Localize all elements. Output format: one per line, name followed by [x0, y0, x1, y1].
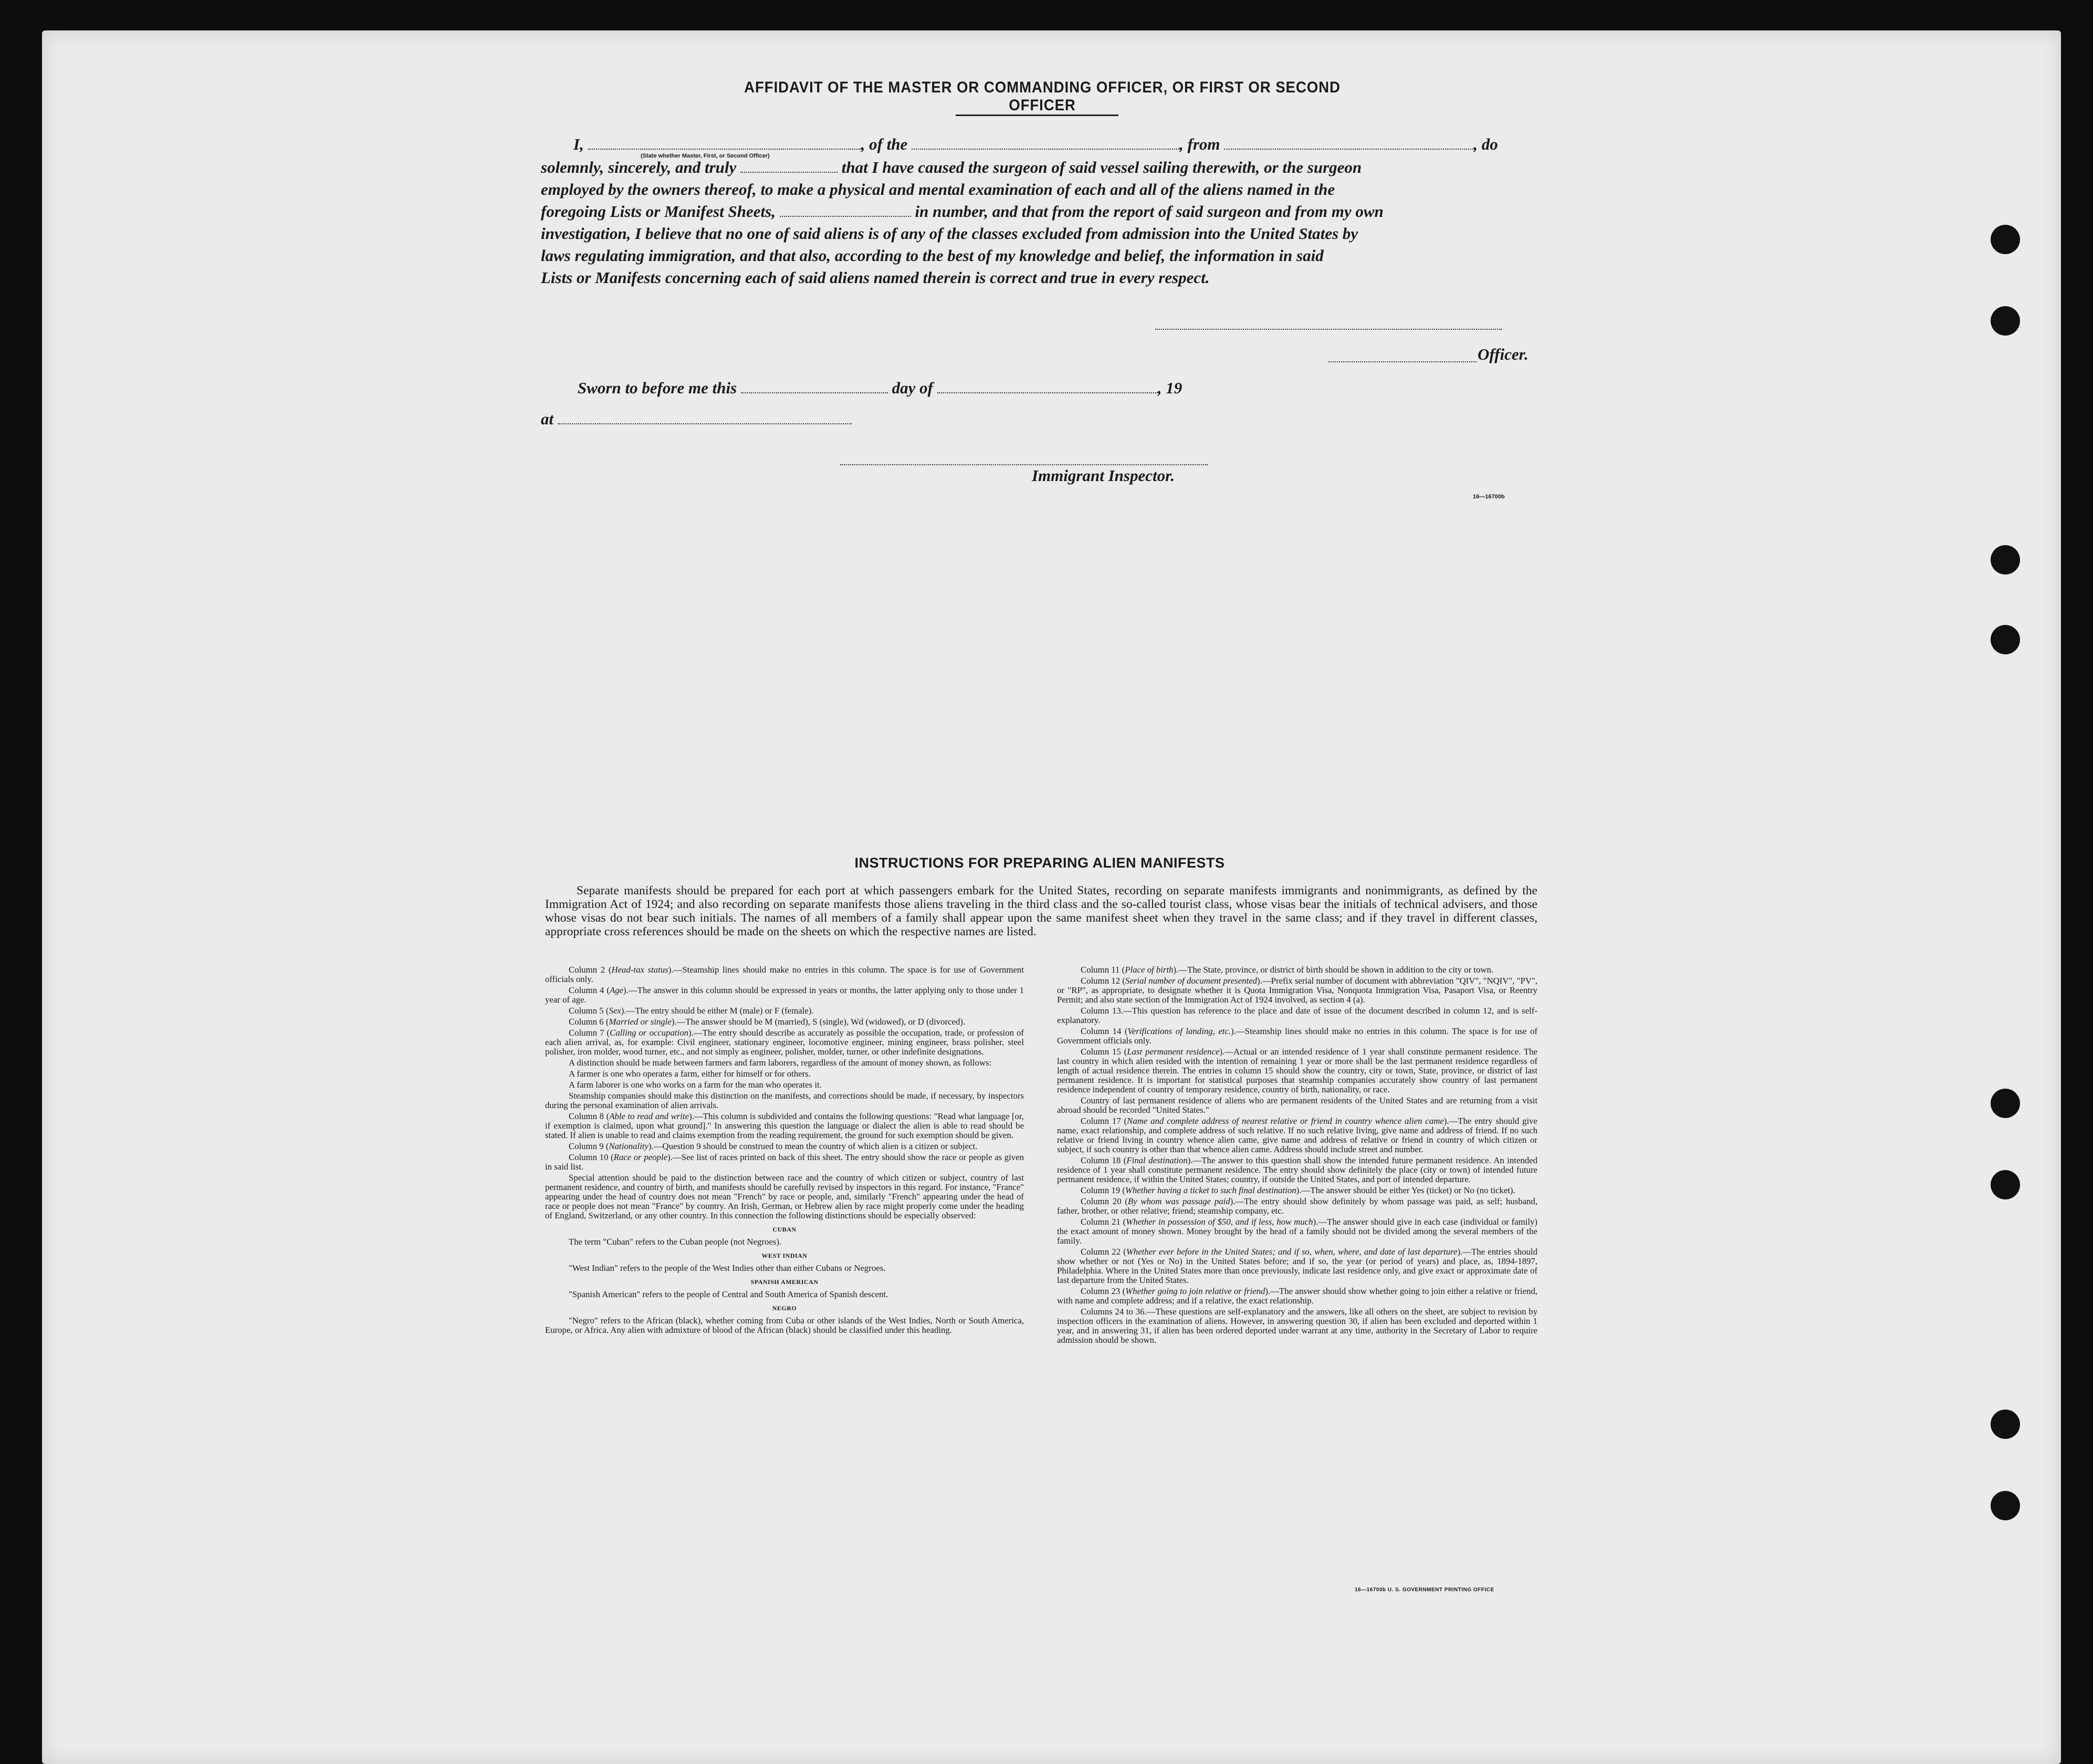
affidavit-i: I, — [573, 135, 584, 153]
punch-hole — [1991, 1410, 2020, 1439]
affidavit-number: in number, and that from the report of said surgeon and from my own — [915, 202, 1384, 221]
sworn-line — [578, 377, 1182, 399]
sworn-day-field[interactable] — [741, 392, 888, 393]
affidavit-line-6: laws regulating immigration, and that also, according to the best of my knowledge and belief, the information in said — [541, 246, 1324, 265]
instruction-paragraph: Column 23 (Whether going to join relative or friend).—The answer should show whether going to join either a relative or friend, with name and complete address; and if a relative, the exact relationship. — [1057, 1286, 1537, 1306]
rank-note: (State whether Master, First, or Second Officer) — [641, 153, 770, 159]
affidavit-lists: foregoing Lists or Manifest Sheets, — [541, 202, 776, 221]
cuban-text: The term "Cuban" refers to the Cuban people (not Negroes). — [569, 1237, 782, 1247]
punch-hole — [1991, 225, 2020, 254]
affidavit-solemnly: solemnly, sincerely, and truly — [541, 158, 737, 176]
swear-affirm-field[interactable] — [740, 171, 838, 173]
negro-text: "Negro" refers to the African (black), whether coming from Cuba or other islands of the West Indies, North or South America, Europe, or Africa. Any alien with admixture of blood of the African (black) should be classified under this heading. — [545, 1316, 1024, 1335]
officer-title-line[interactable] — [1328, 361, 1477, 362]
instructions-right-column — [1057, 965, 1537, 1347]
officer-signature-line[interactable] — [1155, 328, 1502, 330]
port-field[interactable] — [1224, 148, 1473, 150]
instruction-paragraph: Column 15 (Last permanent residence).—Actual or an intended residence of 1 year shall constitute permanent residence. The last country in which alien resided with the intention of remaining 1 year or more shall be the last permanent residence regardless of length of actual residence therein. The entries in column 15 should show the country, city or town, State, province, or district of last permanent residence. It is important for statistical purposes that steamship companies accurately show country of last permanent residence independent of country of temporary residence, country of birth, nationality, or race. — [1057, 1047, 1537, 1094]
punch-hole — [1991, 306, 2020, 336]
affidavit-from: , from — [1179, 135, 1220, 153]
at-text: at — [541, 410, 554, 428]
instruction-paragraph: Column 5 (Sex).—The entry should be either M (male) or F (female). — [569, 1006, 814, 1016]
affidavit-of: , of the — [861, 135, 908, 153]
vessel-name-field[interactable] — [912, 148, 1179, 150]
instruction-paragraph: Column 9 (Nationality).—Question 9 should be construed to mean the country of which alien is a citizen or subject. — [569, 1141, 978, 1151]
punch-hole — [1991, 625, 2020, 654]
affidavit-line-2 — [541, 156, 1362, 179]
instruction-paragraph: A farmer is one who operates a farm, either for himself or for others. — [569, 1069, 811, 1079]
instruction-paragraph: Column 19 (Whether having a ticket to such final destination).—The answer should be either Yes (ticket) or No (no ticket). — [1081, 1185, 1515, 1195]
officer-rank-field[interactable] — [588, 148, 861, 150]
affidavit-surgeon: that I have caused the surgeon of said vessel sailing therewith, or the surgeon — [841, 158, 1362, 176]
inspector-signature-line[interactable] — [840, 464, 1208, 465]
instruction-paragraph: Steamship companies should make this distinction on the manifests, and corrections should be made, if necessary, by inspectors during the personal examination of alien arrivals. — [545, 1091, 1024, 1110]
instruction-paragraph: Column 14 (Verifications of landing, etc.).—Steamship lines should make no entries in this column. The space is for use of Government officials only. — [1057, 1026, 1537, 1046]
instruction-paragraph: Column 22 (Whether ever before in the United States; and if so, when, where, and date of last departure).—The entries should show whether or not (Yes or No) in the United States before; and if so, the year (or period of years) and place, as, 1894-1897, Philadelphia. Where in the United States more than once previously, indicate last residence only, and give exact or approximate date of last departure from the United States. — [1057, 1247, 1537, 1285]
negro-heading: NEGRO — [772, 1304, 797, 1312]
instruction-paragraph: Column 13.—This question has reference to the place and date of issue of the document described in column 12, and is self-explanatory. — [1057, 1006, 1537, 1025]
officer-label: Officer. — [1478, 345, 1529, 363]
instruction-paragraph: Column 10 (Race or people).—See list of races printed on back of this sheet. The entry should show the race or people as given in said list. — [545, 1152, 1024, 1172]
affidavit-line-7: Lists or Manifests concerning each of said aliens named therein is correct and true in every respect. — [541, 268, 1210, 287]
punch-hole — [1991, 1491, 2020, 1520]
punch-hole — [1991, 1089, 2020, 1118]
instruction-paragraph: Special attention should be paid to the distinction between race and the country of which citizen or subject, country of last permanent residence, and country of birth, and manifests should be carefully revised by inspectors in this regard. For instance, "France" appearing under the head of country does not mean "French" by race or people, and, similarly "French" appearing under the head of race or people does not mean "France" by country. An Irish, German, or Hebrew alien by race might properly come under the heading of England, Switzerland, or any other country. In this connection the following distinctions should be especially observed: — [545, 1173, 1024, 1220]
instruction-paragraph: A farm laborer is one who works on a farm for the man who operates it. — [569, 1080, 822, 1090]
instruction-paragraph: Column 11 (Place of birth).—The State, province, or district of birth should be shown in addition to the city or town. — [1081, 965, 1494, 975]
affidavit-title: AFFIDAVIT OF THE MASTER OR COMMANDING OFFICER, OR FIRST OR SECOND OFFICER — [744, 79, 1341, 114]
instruction-paragraph: Column 21 (Whether in possession of $50, and if less, how much).—The answer should give in each case (individual or family) the exact amount of money shown. Money brought by the head of a family should not be divided among the several members of the family. — [1057, 1217, 1537, 1246]
day-of-text: day of — [892, 379, 933, 397]
spanish-american-heading: SPANISH AMERICAN — [750, 1278, 819, 1286]
instruction-paragraph: Column 2 (Head-tax status).—Steamship lines should make no entries in this column. The space is for use of Government officials only. — [545, 965, 1024, 984]
instructions-intro: Separate manifests should be prepared for each port at which passengers embark for the United States, recording on separate manifests immigrants and nonimmigrants, as defined by the Immigration Act of 1924; and also recording on separate manifests those aliens traveling in the third class and the so-called tourist class, whose visas bear the initials of technical advisers, and those whose visas do not bear such initials. The names of all members of a family shall appear upon the same manifest sheet when they travel in the same class; and if they travel in different classes, appropriate cross references should be made on the sheets on which the respective names are listed. — [545, 884, 1537, 938]
instruction-paragraph: Columns 24 to 36.—These questions are self-explanatory and the answers, like all others on the sheet, are subject to revision by inspection officers in the examination of aliens. However, in answering question 30, if alien has been excluded and deported within 1 year, and in answering 31, if alien has been ordered deported under warrant at any time, authority in the Secretary of Labor to require admission should be shown. — [1057, 1307, 1537, 1345]
sheet-count-field[interactable] — [780, 215, 911, 217]
punch-hole — [1991, 545, 2020, 575]
west-indian-heading: WEST INDIAN — [761, 1252, 808, 1259]
cuban-heading: CUBAN — [772, 1226, 797, 1233]
sworn-month-field[interactable] — [937, 392, 1158, 393]
affidavit-line-1 — [573, 133, 1498, 155]
instruction-paragraph: Column 6 (Married or single).—The answer should be M (married), S (single), Wd (widowed), or D (divorced). — [569, 1017, 966, 1027]
instruction-paragraph: Column 8 (Able to read and write).—This column is subdivided and contains the following questions: "Read what language [or, if exemption is claimed, upon what ground]." In answering this question the language or dialect the alien is able to read should be stated. If alien is unable to read and claims exemption from the reading requirement, the ground for such exemption should be given. — [545, 1111, 1024, 1140]
affidavit-line-3: employed by the owners thereof, to make a physical and mental examination of each and all of the aliens named in the — [541, 180, 1335, 199]
instructions-left-column — [545, 965, 1024, 1337]
inspector-label: Immigrant Inspector. — [1032, 466, 1175, 485]
affidavit-line-5: investigation, I believe that no one of said aliens is of any of the classes excluded from admission into the United States by — [541, 224, 1358, 243]
title-rule — [956, 114, 1118, 116]
sworn-text: Sworn to before me this — [578, 379, 737, 397]
punch-hole — [1991, 1170, 2020, 1199]
instruction-paragraph: A distinction should be made between farmers and farm laborers, regardless of the amount of money shown, as follows: — [569, 1058, 992, 1068]
affidavit-line-4 — [541, 201, 1384, 223]
instruction-paragraph: Country of last permanent residence of aliens who are permanent residents of the United States and are returning from a visit abroad should be recorded "United States." — [1057, 1095, 1537, 1115]
instructions-title: INSTRUCTIONS FOR PREPARING ALIEN MANIFESTS — [854, 855, 1225, 871]
affidavit-do: , do — [1473, 135, 1498, 153]
printing-office-imprint: 16—16700b U. S. GOVERNMENT PRINTING OFFICE — [1355, 1587, 1494, 1593]
instruction-paragraph: Column 17 (Name and complete address of nearest relative or friend in country whence alien came).—The entry should give name, exact relationship, and complete address of such relative. If no such relative living, give name and address of friend. If no such relative or friend living in country whence alien came, give name and address of relative or friend in country of which citizen or subject, if such country is other than that whence alien came. Address should include street and number. — [1057, 1116, 1537, 1154]
instruction-paragraph: Column 7 (Calling or occupation).—The entry should describe as accurately as possible the occupation, trade, or profession of each alien arrival, as, for example: Civil engineer, stationary engineer, locomotive engineer, mining engineer, brass polisher, steel polisher, iron molder, wood turner, etc., and not simply as engineer, polisher, molder, turner, or other indefinite designations. — [545, 1028, 1024, 1057]
instruction-paragraph: Column 18 (Final destination).—The answer to this question shall show the intended future permanent residence. An intended residence of 1 year shall constitute permanent residence. The entry should show definitely the place (city or town) of intended future permanent residence, if within the United States; country, if outside the United States, and port of intended departure. — [1057, 1155, 1538, 1184]
instruction-paragraph: Column 4 (Age).—The answer in this column should be expressed in years or months, the latter applying only to those under 1 year of age. — [545, 985, 1024, 1005]
year-text: , 19 — [1157, 379, 1182, 397]
west-indian-text: "West Indian" refers to the people of the West Indies other than either Cubans or Negroes. — [569, 1263, 886, 1273]
form-code: 16—16700b — [1473, 494, 1505, 500]
instruction-paragraph: Column 12 (Serial number of document presented).—Prefix serial number of document with abbreviation "QIV", "NQIV", "PV", or "RP", as appropriate, to designate whether it is Quota Immigration Visa, Nonquota Immigration Visa, Pasaport Visa, or Reentry Permit; and also state section of the Immigration Act of 1924 involved, as section 4 (a). — [1057, 976, 1538, 1005]
sworn-place-field[interactable] — [558, 423, 852, 424]
at-line — [541, 408, 852, 430]
spanish-american-text: "Spanish American" refers to the people of Central and South America of Spanish descent. — [569, 1289, 888, 1299]
instruction-paragraph: Column 20 (By whom was passage paid).—The entry should show definitely by whom passage was paid, as self; husband, father, brother, or other relative; friend; steamship company, etc. — [1057, 1196, 1538, 1216]
